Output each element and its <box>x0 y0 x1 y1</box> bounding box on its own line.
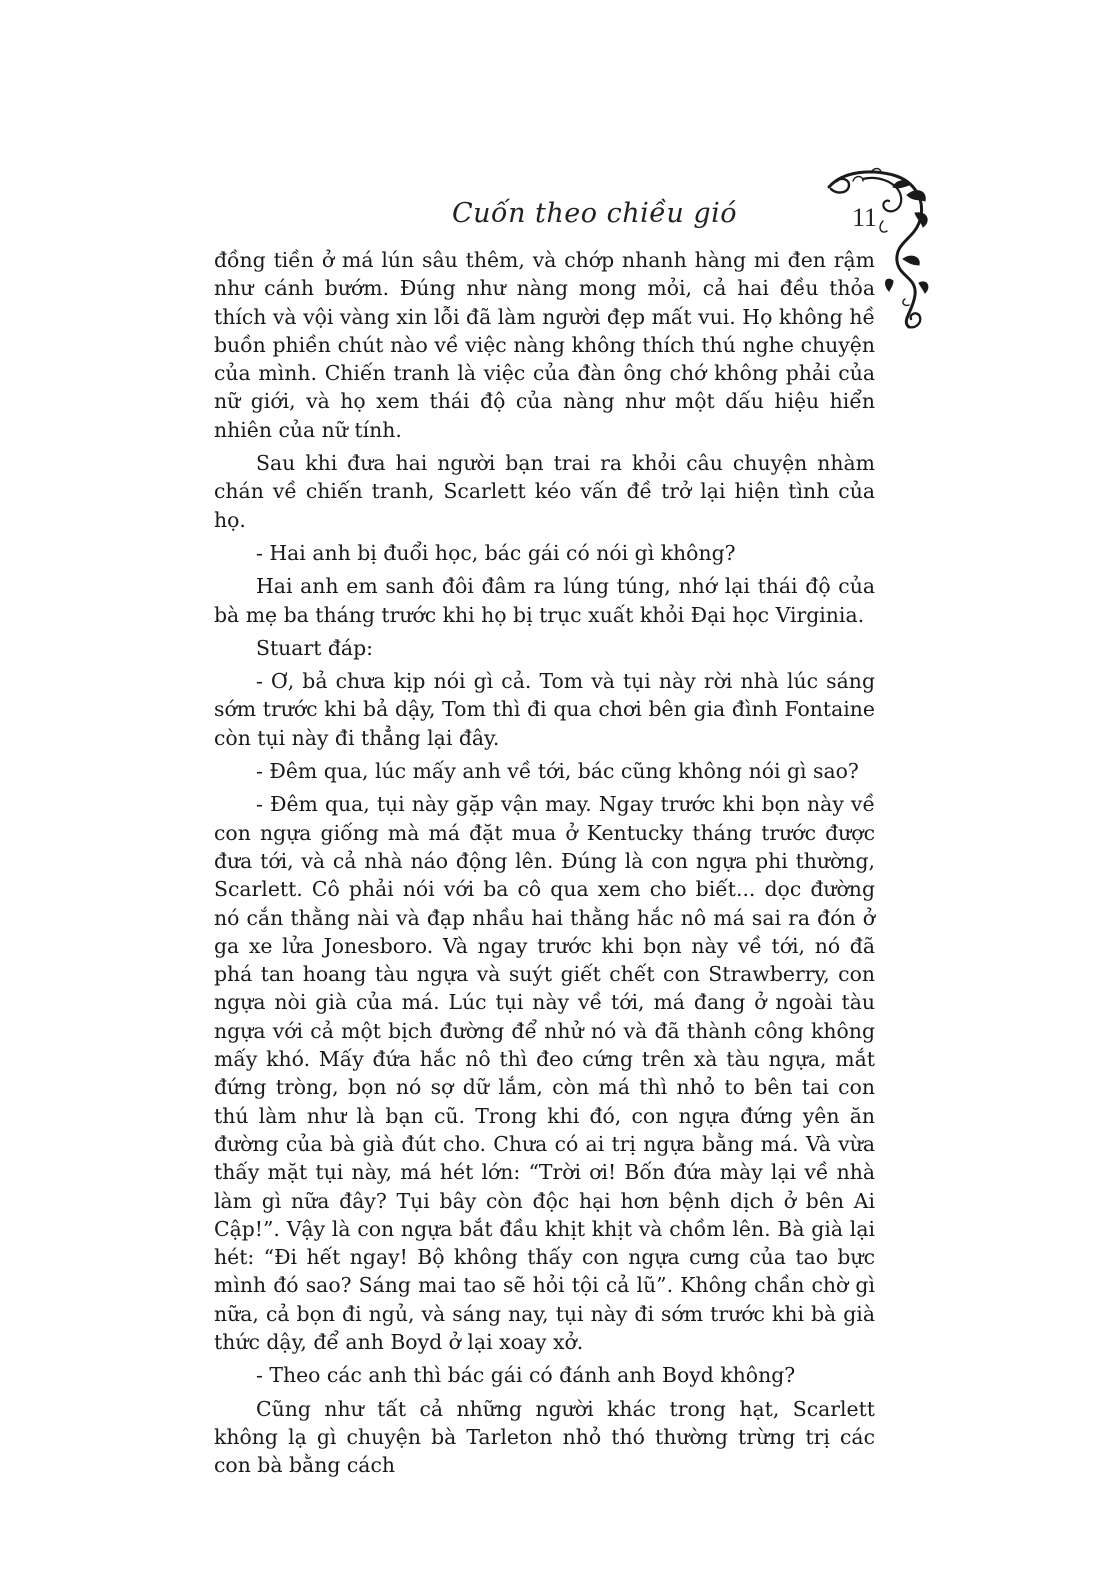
paragraph: Hai anh em sanh đôi đâm ra lúng túng, nhớ lại thái độ của bà mẹ ba tháng trước khi họ bị trục xuất khỏi Đại học Virginia. <box>214 574 875 627</box>
running-title: Cuốn theo chiều gió <box>452 198 737 229</box>
paragraph: - Theo các anh thì bác gái có đánh anh Boyd không? <box>256 1363 796 1388</box>
paragraph: - Đêm qua, tụi này gặp vận may. Ngay trước khi bọn này về con ngựa giống mà má đặt mua ở Kentucky tháng trước được đưa tới, và cả nhà náo động lên. Đúng là con ngựa phi thường, Scarlett. Cô phải nói với ba cô qua xem cho biết... dọc đường nó cắn thằng nài và đạp nhầu hai thằng hắc nô má sai ra đón ở ga xe lửa Jonesboro. Và ngay trước khi bọn này về tới, nó đã phá tan hoang tàu ngựa và suýt giết chết con Strawberry, con ngựa nòi già của má. Lúc tụi này về tới, má đang ở ngoài tàu ngựa với cả một bịch đường để nhử nó và đã thành công không mấy khó. Mấy đứa hắc nô thì đeo cứng trên xà tàu ngựa, mắt đứng tròng, bọn nó sợ dữ lắm, còn má thì nhỏ to bên tai con thú làm như là bạn cũ. Trong khi đó, con ngựa đứng yên ăn đường của bà già đút cho. Chưa có ai trị ngựa bằng má. Và vừa thấy mặt tụi này, má hét lớn: “Trời ơi! Bốn đứa mày lại về nhà làm gì nữa đây? Tụi bây còn độc hại hơn bệnh dịch ở bên Ai Cập!”. Vậy là con ngựa bắt đầu khịt khịt và chồm lên. Bà già lại hét: “Đi hết ngay! Bộ không thấy con ngựa cưng của tao bực mình đó sao? Sáng mai tao sẽ hỏi tội cả lũ”. Không chần chờ gì nữa, cả bọn đi ngủ, và sáng nay, tụi này đi sớm trước khi bà già thức dậy, để anh Boyd ở lại xoay xở. <box>214 792 875 1354</box>
page-number: 11 <box>852 203 878 232</box>
paragraph: Stuart đáp: <box>256 635 374 660</box>
paragraph: Sau khi đưa hai người bạn trai ra khỏi câu chuyện nhàm chán về chiến tranh, Scarlett kéo vấn đề trở lại hiện tình của họ. <box>214 451 875 532</box>
paragraph: - Hai anh bị đuổi học, bác gái có nói gì không? <box>256 540 736 565</box>
paragraph: - Đêm qua, lúc mấy anh về tới, bác cũng không nói gì sao? <box>256 759 859 784</box>
paragraph: Cũng như tất cả những người khác trong hạt, Scarlett không lạ gì chuyện bà Tarleton nhỏ thó thường trừng trị các con bà bằng cách <box>214 1396 875 1478</box>
paragraph: - Ơ, bả chưa kịp nói gì cả. Tom và tụi này rời nhà lúc sáng sớm trước khi bả dậy, Tom thì đi qua chơi bên gia đình Fontaine còn tụi này đi thẳng lại đây. <box>214 669 875 750</box>
paragraph: đồng tiền ở má lún sâu thêm, và chớp nhanh hàng mi đen rậm như cánh bướm. Đúng như nàng mong mỏi, cả hai đều thỏa thích và vội vàng xin lỗi đã làm người đẹp mất vui. Họ không hề buồn phiền chút nào về việc nàng không thích thú nghe chuyện của mình. Chiến tranh là việc của đàn ông chớ không phải của nữ giới, và họ xem thái độ của nàng như một dấu hiệu hiển nhiên của nữ tính. <box>214 248 875 442</box>
body-text <box>214 246 875 1484</box>
